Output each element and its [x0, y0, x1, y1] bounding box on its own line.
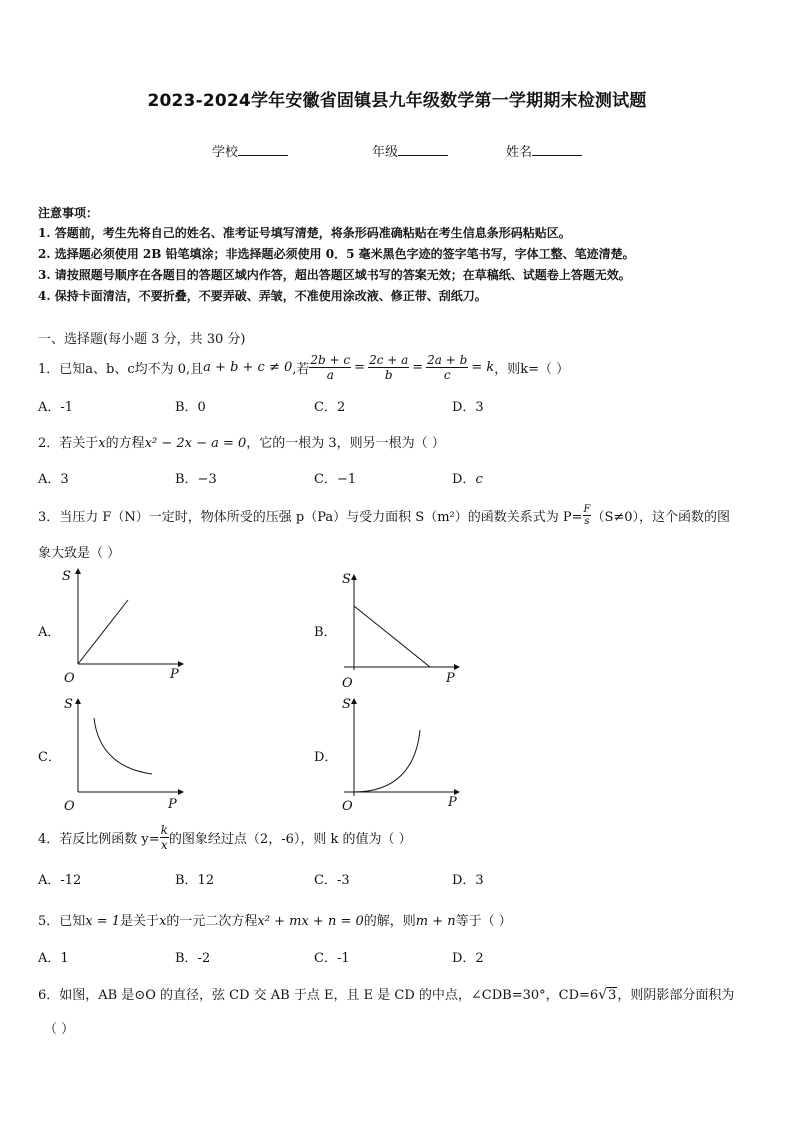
q1-eq-k: = k	[471, 359, 495, 375]
x-axis-arrow-icon	[178, 789, 184, 795]
q1-fraction-2: $\frac{2c + a}{b}$	[369, 352, 409, 382]
axis-label-p: P	[170, 667, 179, 682]
q4-option-d[interactable]: D．3	[452, 873, 484, 888]
grade-label: 年级	[372, 145, 399, 160]
question-5: 5．已知x = 1是关于x的一元二次方程x² + mx + n = 0的解，则m + n等于（ ）	[38, 914, 512, 929]
grade-field[interactable]	[372, 141, 448, 160]
axis-label-s: S	[342, 697, 351, 712]
page-title: 2023-2024学年安徽省固镇县九年级数学第一学期期末检测试题	[147, 91, 647, 111]
q1-mid: ,若	[292, 361, 310, 377]
origin-label: O	[342, 799, 353, 814]
question-1: 1．已知a、b、c均不为 0,且 a + b + c ≠ 0 ,若 $\frac{2b + c}{a}$ = $\frac{2c + a}{b}$ = $\frac{2a + b}{c}$ = k ，则k=（ ）	[38, 352, 570, 382]
q2-option-c[interactable]: C．−1	[314, 472, 357, 487]
school-field[interactable]	[212, 141, 288, 160]
y-axis-arrow-icon	[75, 568, 81, 574]
school-blank[interactable]	[238, 143, 288, 156]
x-axis-arrow-icon	[178, 661, 184, 667]
q2-option-a[interactable]: A．3	[38, 472, 69, 487]
notice-item: 3. 请按照题号顺序在各题目的答题区域内作答，超出答题区域书写的答案无效；在草稿纸、试题卷上答题无效。	[38, 268, 631, 282]
school-label: 学校	[212, 145, 239, 160]
q1-prefix: 1．已知a、b、c均不为 0,且	[38, 361, 204, 377]
question-3-line2: 象大致是（ ）	[38, 546, 121, 561]
notice-item: 4. 保持卡面清洁，不要折叠，不要弄破、弄皱，不准使用涂改液、修正带、刮纸刀。	[38, 289, 487, 303]
axis-label-p: P	[446, 671, 455, 686]
q3-option-d[interactable]: D．	[314, 750, 338, 765]
y-axis-arrow-icon	[75, 698, 81, 704]
q3-option-c[interactable]: C．	[38, 750, 61, 765]
q1-option-c[interactable]: C．2	[314, 400, 346, 415]
y-axis-arrow-icon	[351, 698, 357, 704]
axis-label-p: P	[448, 795, 457, 810]
notice-heading: 注意事项：	[38, 206, 99, 220]
origin-label: O	[64, 799, 75, 814]
origin-label: O	[64, 671, 75, 686]
question-6: 6．如图，AB 是⊙O 的直径，弦 CD 交 AB 于点 E，且 E 是 CD 的中点，∠CDB=30°，CD=6√3，则阴影部分面积为	[38, 987, 735, 1003]
q5-option-b[interactable]: B．-2	[175, 951, 211, 966]
q3-graph-b	[336, 566, 466, 691]
question-4: 4．若反比例函数 y= $\frac{k}{x}$ 的图象经过点（2，-6），则 k 的值为（ ）	[38, 822, 412, 852]
q1-option-d[interactable]: D．3	[452, 400, 484, 415]
question-6-line2: （ ）	[44, 1022, 75, 1037]
q3-fraction: $\frac{F}{s}$	[583, 503, 591, 527]
graph-curve	[78, 600, 128, 664]
section-heading: 一、选择题(每小题 3 分，共 30 分)	[38, 332, 246, 347]
graph-curve	[94, 718, 152, 774]
q1-condition: a + b + c ≠ 0	[203, 359, 293, 375]
name-label: 姓名	[506, 145, 533, 160]
q3-option-a[interactable]: A．	[38, 625, 61, 640]
q5-option-c[interactable]: C．-1	[314, 951, 350, 966]
q1-option-a[interactable]: A．-1	[38, 400, 74, 415]
q4-option-c[interactable]: C．-3	[314, 873, 350, 888]
graph-curve	[354, 730, 420, 792]
q4-fraction: $\frac{k}{x}$	[160, 822, 168, 852]
q1-fraction-3: $\frac{2a + b}{c}$	[427, 352, 468, 382]
axis-label-s: S	[62, 569, 71, 584]
question-3: 3．当压力 F（N）一定时，物体所受的压强 p（Pa）与受力面积 S（m²）的函数关系式为 P= $\frac{F}{s}$ （S≠0），这个函数的图	[38, 503, 731, 527]
origin-label: O	[342, 676, 353, 691]
q3-graph-d	[336, 692, 466, 817]
q2-option-b[interactable]: B．−3	[175, 472, 217, 487]
q5-option-d[interactable]: D．2	[452, 951, 484, 966]
q1-fraction-1: $\frac{2b + c}{a}$	[310, 352, 351, 382]
name-blank[interactable]	[532, 143, 582, 156]
axis-label-p: P	[168, 797, 177, 812]
x-axis-arrow-icon	[454, 664, 460, 670]
question-2: 2．若关于x的方程x² − 2x − a = 0，它的一根为 3，则另一根为（ ）	[38, 436, 445, 451]
q2-equation: x² − 2x − a = 0	[144, 436, 247, 451]
notice-item: 2. 选择题必须使用 2B 铅笔填涂；非选择题必须使用 0．5 毫米黑色字迹的签字笔书写，字体工整、笔迹清楚。	[38, 247, 635, 261]
q4-option-a[interactable]: A．-12	[38, 873, 82, 888]
q3-graph-c	[60, 692, 190, 817]
q5-equation: x² + mx + n = 0	[257, 914, 364, 929]
q2-option-d[interactable]: D．c	[452, 472, 483, 487]
y-axis-arrow-icon	[351, 574, 357, 580]
q3-graph-a	[60, 562, 190, 687]
q3-option-b[interactable]: B．	[314, 625, 337, 640]
q1-option-b[interactable]: B．0	[175, 400, 206, 415]
q1-suffix: ，则k=（ ）	[494, 361, 570, 377]
q5-option-a[interactable]: A．1	[38, 951, 69, 966]
axis-label-s: S	[342, 572, 351, 587]
axis-label-s: S	[64, 697, 73, 712]
q4-option-b[interactable]: B．12	[175, 873, 215, 888]
notice-item: 1. 答题前，考生先将自己的姓名、准考证号填写清楚，将条形码准确粘贴在考生信息条形码粘贴区。	[38, 226, 571, 240]
name-field[interactable]	[506, 141, 582, 160]
graph-curve	[354, 606, 430, 667]
grade-blank[interactable]	[398, 143, 448, 156]
